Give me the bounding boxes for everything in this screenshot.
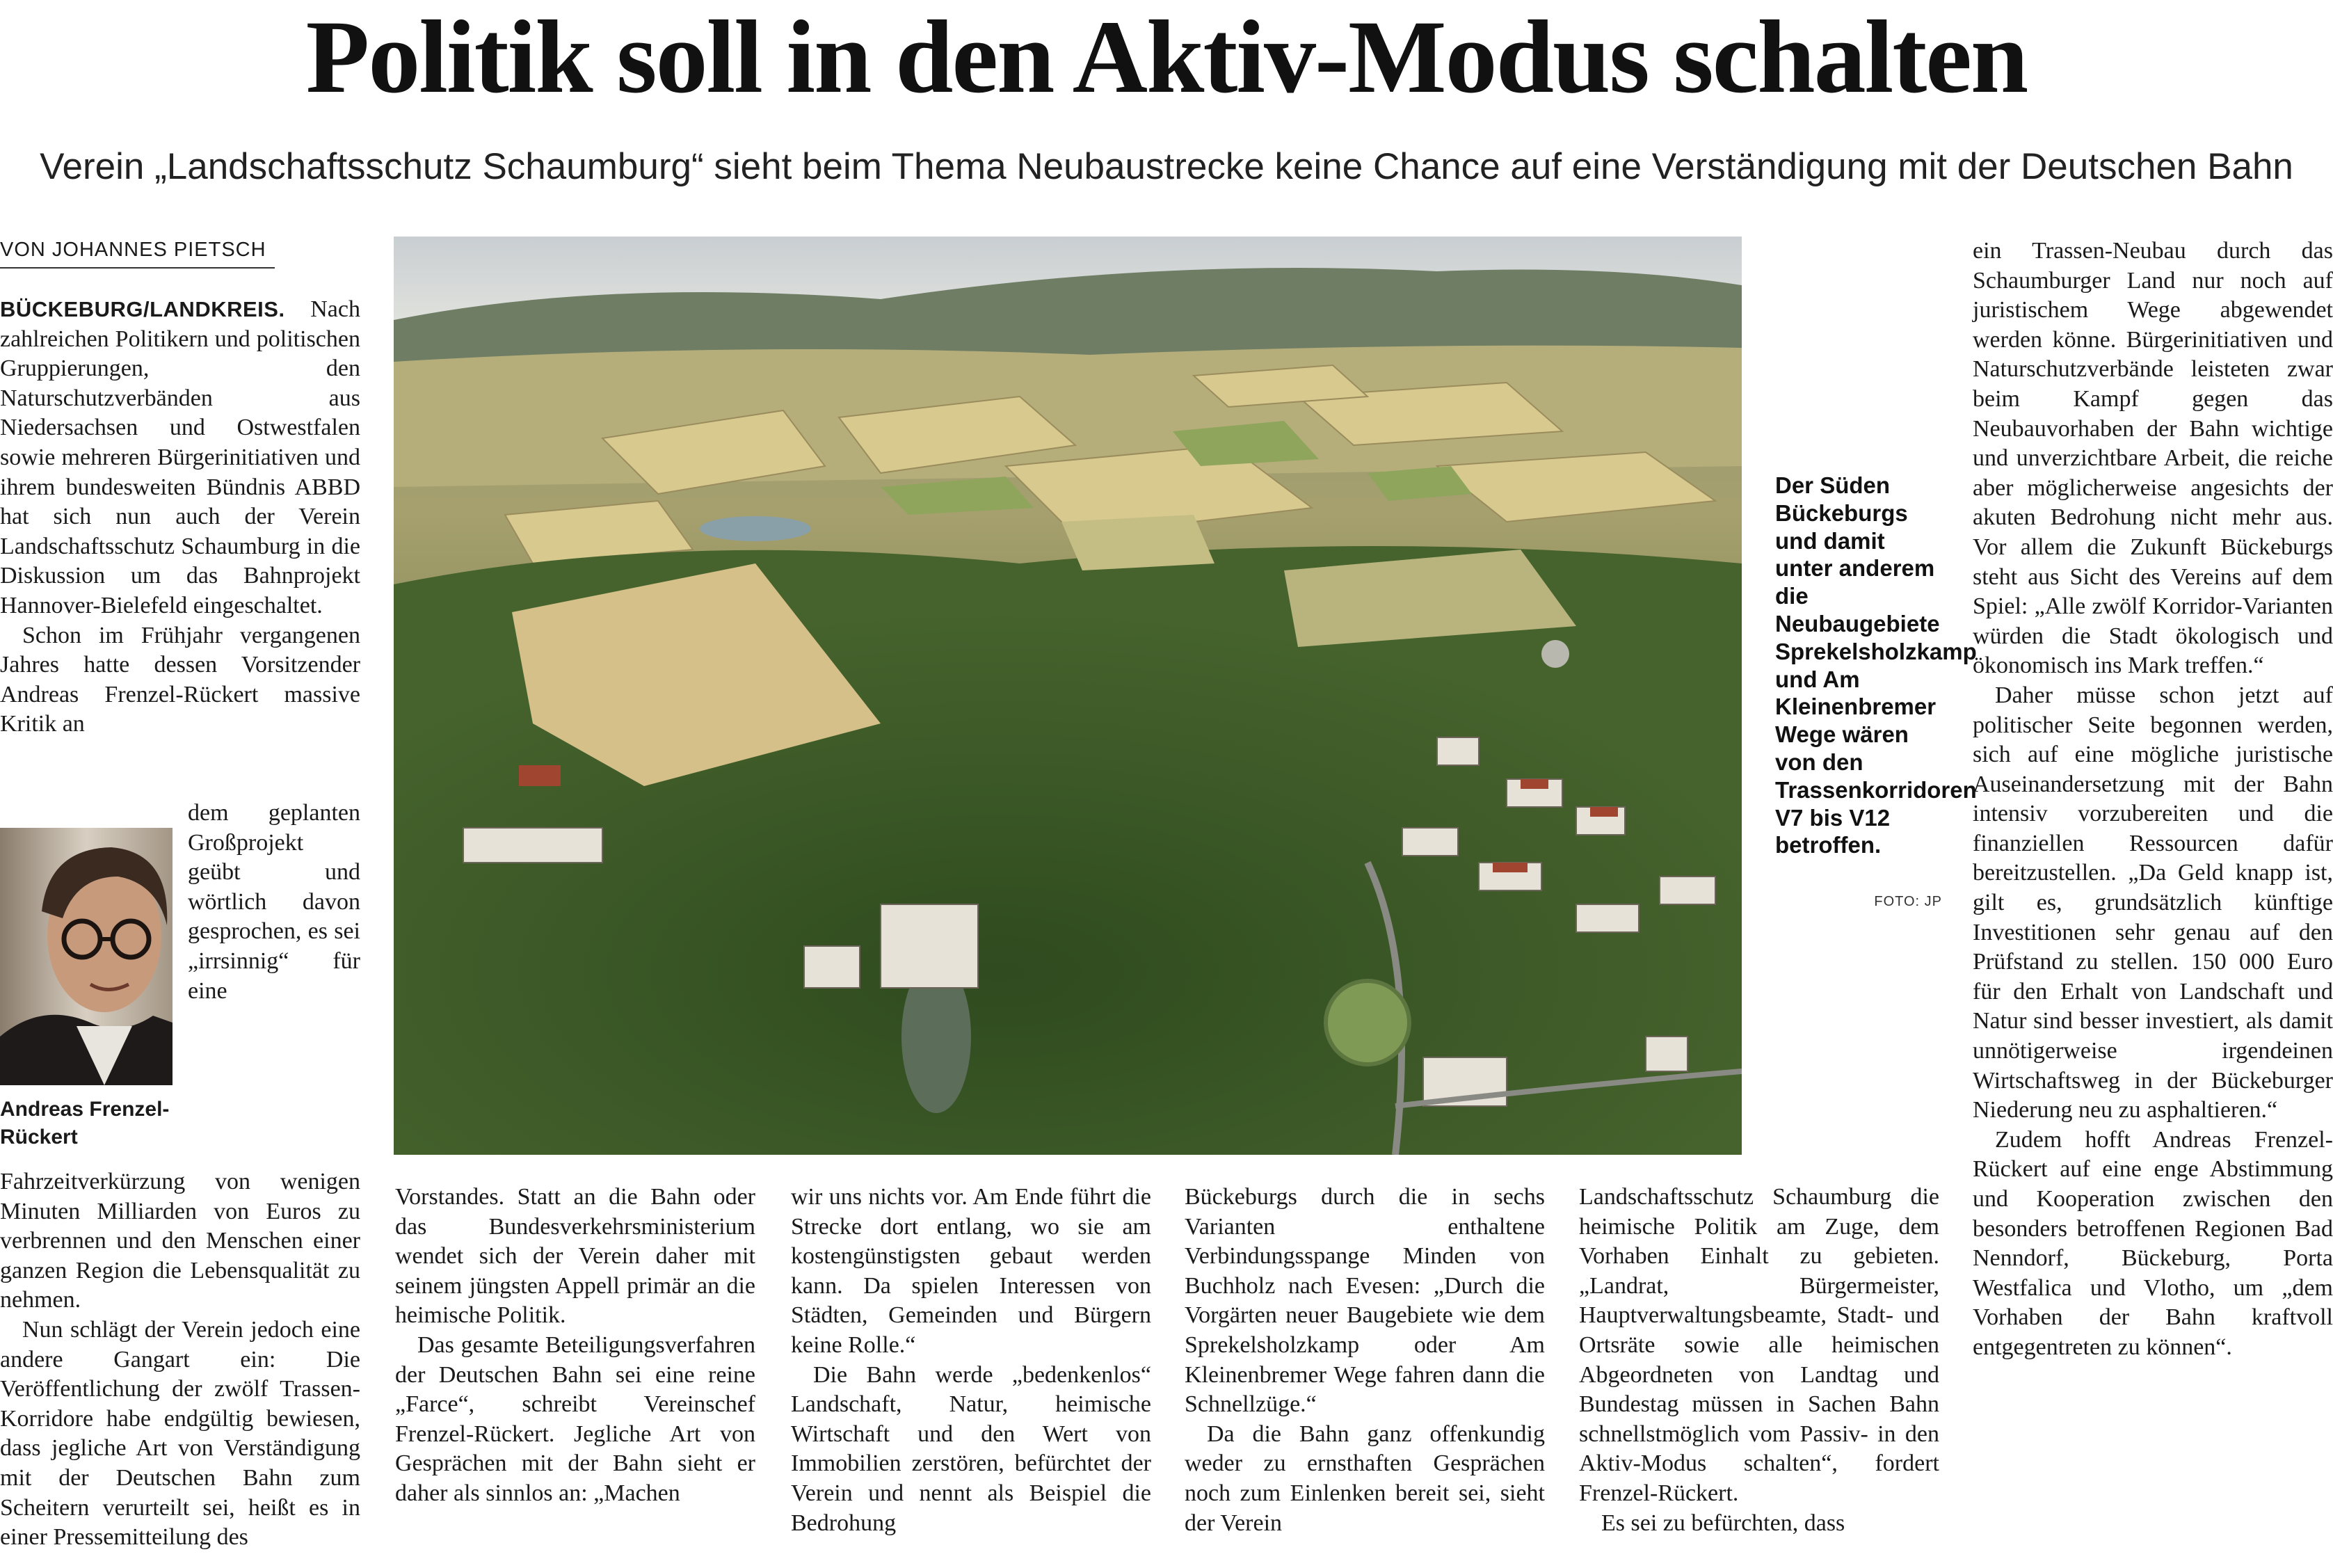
headline: Politik soll in den Aktiv-Modus schalten bbox=[305, 0, 2028, 115]
paragraph-text: Nach zahlreichen Politikern und politischen Gruppierungen, den Naturschutzverbänden aus Niedersachsen und Ostwestfalen sowie mehreren Bürgerinitiativen und ihrem bundesweiten Bündnis ABBD hat sich nun auch der Verein Landschaftsschutz Schaumburg in die Diskussion um das Bahnprojekt Hannover-Bielefeld eingeschaltet. bbox=[0, 296, 360, 618]
portrait-photo bbox=[0, 828, 173, 1085]
byline: VON JOHANNES PIETSCH bbox=[0, 237, 275, 269]
paragraph: Nun schlägt der Verein jedoch eine andere Gangart ein: Die Veröffentlichung der zwölf Trassen-Korridore habe endgültig bewiesen, dass jegliche Art von Verständigung mit der Deutschen Bahn zum Scheitern verurteilt sei, heißt es in einer Pressemitteilung des bbox=[0, 1316, 360, 1551]
paragraph: dem geplanten Großprojekt geübt und wörtlich davon gesprochen, es sei „irrsinnig“ für eine Fahrzeitverkürzung von wenigen Minuten Milliarden von Euros zu verbrennen und den Menschen einer ganzen Region die Lebensqualität zu nehmen. bbox=[0, 800, 360, 1313]
photo-caption: Der Süden Bückeburgs und damit unter anderem die Neubaugebiete Sprekelsholzkamp und Am Kleinenbremer Wege wären von den Trassenkorridoren V7 bis V12 betroffen. bbox=[1775, 472, 1977, 858]
column-6 bbox=[1973, 237, 2333, 1363]
column-1 bbox=[0, 295, 360, 739]
column-4 bbox=[1185, 1183, 1545, 1538]
paragraph: Bückeburgs durch die in sechs Varianten enthaltene Verbindungsspange Minden von Buchholz nach Evesen: „Durch die Vorgärten neuer Baugebiete wie dem Sprekelsholzkamp oder Am Kleinenbremer Wege fahren dann die Schnellzüge.“ bbox=[1185, 1184, 1545, 1418]
paragraph: Landschaftsschutz Schaumburg die heimische Politik am Zuge, dem Vorhaben Einhalt zu gebieten. „Landrat, Bürgermeister, Hauptverwaltungsbeamte, Stadt- und Ortsräte sowie alle heimischen Abgeordneten von Landtag und Bundestag müssen in Sachen Bahn schnellstmöglich vom Passiv- in den Aktiv-Modus schalten“, fordert Frenzel-Rückert. bbox=[1579, 1184, 1939, 1506]
paragraph: wir uns nichts vor. Am Ende führt die Strecke dort entlang, wo sie am kostengünstigsten gebaut werden kann. Da spielen Interessen von Städten, Gemeinden und Bürgern keine Rolle.“ bbox=[791, 1184, 1151, 1358]
column-3 bbox=[791, 1183, 1151, 1538]
paragraph: ein Trassen-Neubau durch das Schaumburger Land nur noch auf juristischem Wege abgewendet werden könne. Bürgerinitiativen und Naturschutzverbände leisteten zwar beim Kampf gegen das Neubauvorhaben der Bahn wichtige und unverzichtbare Arbeit, die reiche aber möglicherweise angesichts der akuten Bedrohung nicht mehr aus. Vor allem die Zukunft Bückeburgs steht aus Sicht des Vereins auf dem Spiel: „Alle zwölf Korridor-Varianten würden die Stadt ökologisch und ökonomisch ins Mark treffen.“ bbox=[1973, 238, 2333, 679]
column-5 bbox=[1579, 1183, 1939, 1538]
dateline: BÜCKEBURG/LANDKREIS. bbox=[0, 297, 285, 321]
paragraph: Schon im Frühjahr vergangenen Jahres hatte dessen Vorsitzender Andreas Frenzel-Rückert massive Kritik an bbox=[0, 622, 360, 737]
paragraph: Die Bahn werde „bedenkenlos“ Landschaft, Natur, heimische Wirtschaft und den Wert von Immobilien zerstören, befürchtet der Verein und nennt als Beispiel die Bedrohung bbox=[791, 1361, 1151, 1536]
column-2 bbox=[395, 1183, 755, 1509]
subheadline: Verein „Landschaftsschutz Schaumburg“ sieht beim Thema Neubaustrecke keine Chance auf eine Verständigung mit der Deutschen Bahn bbox=[40, 146, 2293, 187]
aerial-photo bbox=[394, 237, 1742, 1155]
paragraph: Das gesamte Beteiligungsverfahren der Deutschen Bahn sei eine reine „Farce“, schreibt Vereinschef Frenzel-Rückert. Jegliche Art von Gesprächen mit der Bahn sieht er daher als sinnlos an: „Machen bbox=[395, 1331, 755, 1506]
paragraph: Vorstandes. Statt an die Bahn oder das Bundesverkehrsministerium wendet sich der Verein daher mit seinem jüngsten Appell primär an die heimische Politik. bbox=[395, 1184, 755, 1329]
paragraph: Zudem hofft Andreas Frenzel-Rückert auf eine enge Abstimmung und Kooperation zwischen den besonders betroffenen Regionen Bad Nenndorf, Bückeburg, Porta Westfalica und Vlotho, um „dem Vorhaben der Bahn kraftvoll entgegentreten zu können“. bbox=[1973, 1126, 2333, 1360]
portrait-caption: Andreas Frenzel-Rückert bbox=[0, 1098, 170, 1149]
photo-credit: FOTO: JP bbox=[1874, 894, 1942, 909]
paragraph bbox=[0, 295, 360, 621]
paragraph: Daher müsse schon jetzt auf politischer Seite begonnen werden, sich auf eine mögliche juristische Auseinandersetzung mit der Bahn intensiv vorzubereiten und die finanziellen Ressourcen dafür bereitzustellen. „Da Geld knapp ist, gilt es, grundsätzlich künftige Investitionen sehr genau auf den Prüfstand zu stellen. 150 000 Euro für den Erhalt von Landschaft und Natur sind besser investiert, als damit unnötigerweise irgendeinen Wirtschaftsweg in der Bückeburger Niederung neu zu asphaltieren.“ bbox=[1973, 682, 2333, 1123]
paragraph: Da die Bahn ganz offenkundig weder zu ernsthaften Gesprächen noch zum Einlenken bereit sei, sieht der Verein bbox=[1185, 1421, 1545, 1536]
paragraph: Es sei zu befürchten, dass bbox=[1601, 1510, 1845, 1536]
